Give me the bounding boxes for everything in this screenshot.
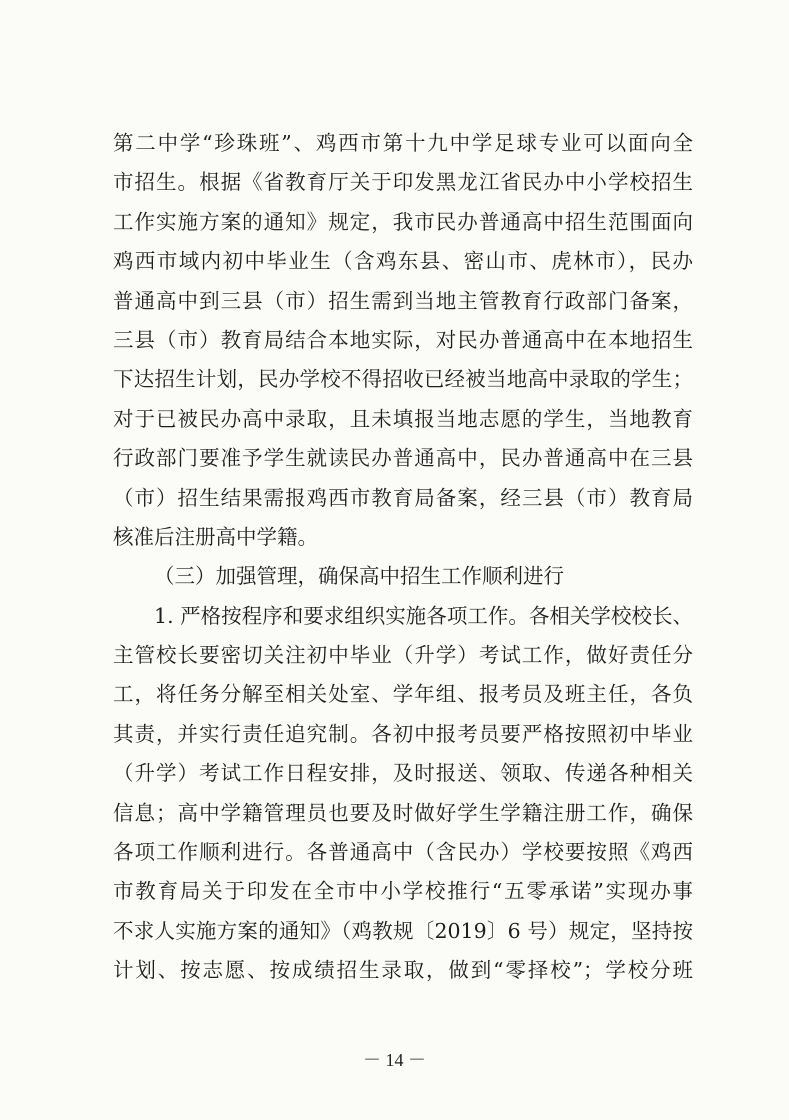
text-line: 工作实施方案的通知》规定，我市民办普通高中招生范围面向 [113, 209, 693, 234]
text-line: 计划、按志愿、按成绩招生录取，做到“零择校”；学校分班 [113, 958, 693, 983]
text-line: 核准后注册高中学籍。 [113, 524, 318, 549]
text-line: 行政部门要准予学生就读民办普通高中，民办普通高中在三县 [113, 446, 693, 471]
text-line: 鸡西市域内初中毕业生（含鸡东县、密山市、虎林市），民办 [113, 249, 693, 274]
text-line: 三县（市）教育局结合本地实际，对民办普通高中在本地招生 [113, 327, 693, 352]
text-line: 信息；高中学籍管理员也要及时做好学生学籍注册工作，确保 [113, 800, 693, 825]
text-line: 市教育局关于印发在全市中小学校推行“五零承诺”实现办事 [113, 879, 693, 904]
text-line: （市）招生结果需报鸡西市教育局备案，经三县（市）教育局 [113, 485, 693, 510]
text-line: 对于已被民办高中录取，且未填报当地志愿的学生，当地教育 [113, 406, 693, 431]
paragraph-1 [113, 124, 693, 557]
text-line: 不求人实施方案的通知》（鸡教规〔2019〕6 号）规定，坚持按 [113, 918, 693, 943]
text-line: 下达招生计划，民办学校不得招收已经被当地高中录取的学生； [113, 367, 693, 392]
page-number: － 14 － [363, 1050, 426, 1070]
text-line: 主管校长要密切关注初中毕业（升学）考试工作，做好责任分 [113, 643, 693, 668]
section-heading: （三）加强管理，确保高中招生工作顺利进行 [154, 564, 564, 589]
text-line: 其责，并实行责任追究制。各初中报考员要严格按照初中毕业 [113, 721, 693, 746]
body-text [113, 124, 693, 991]
text-line: 各项工作顺利进行。各普通高中（含民办）学校要按照《鸡西 [113, 840, 693, 865]
text-line: 普通高中到三县（市）招生需到当地主管教育行政部门备案， [113, 288, 693, 313]
text-line: 市招生。根据《省教育厅关于印发黑龙江省民办中小学校招生 [113, 170, 693, 195]
text-line: （升学）考试工作日程安排，及时报送、领取、传递各种相关 [113, 761, 693, 786]
paragraph-2 [113, 597, 693, 991]
text-line: 1. 严格按程序和要求组织实施各项工作。各相关学校校长、 [113, 603, 693, 628]
text-line: 工，将任务分解至相关处室、学年组、报考员及班主任，各负 [113, 682, 693, 707]
text-line: 第二中学“珍珠班”、鸡西市第十九中学足球专业可以面向全 [113, 131, 693, 155]
